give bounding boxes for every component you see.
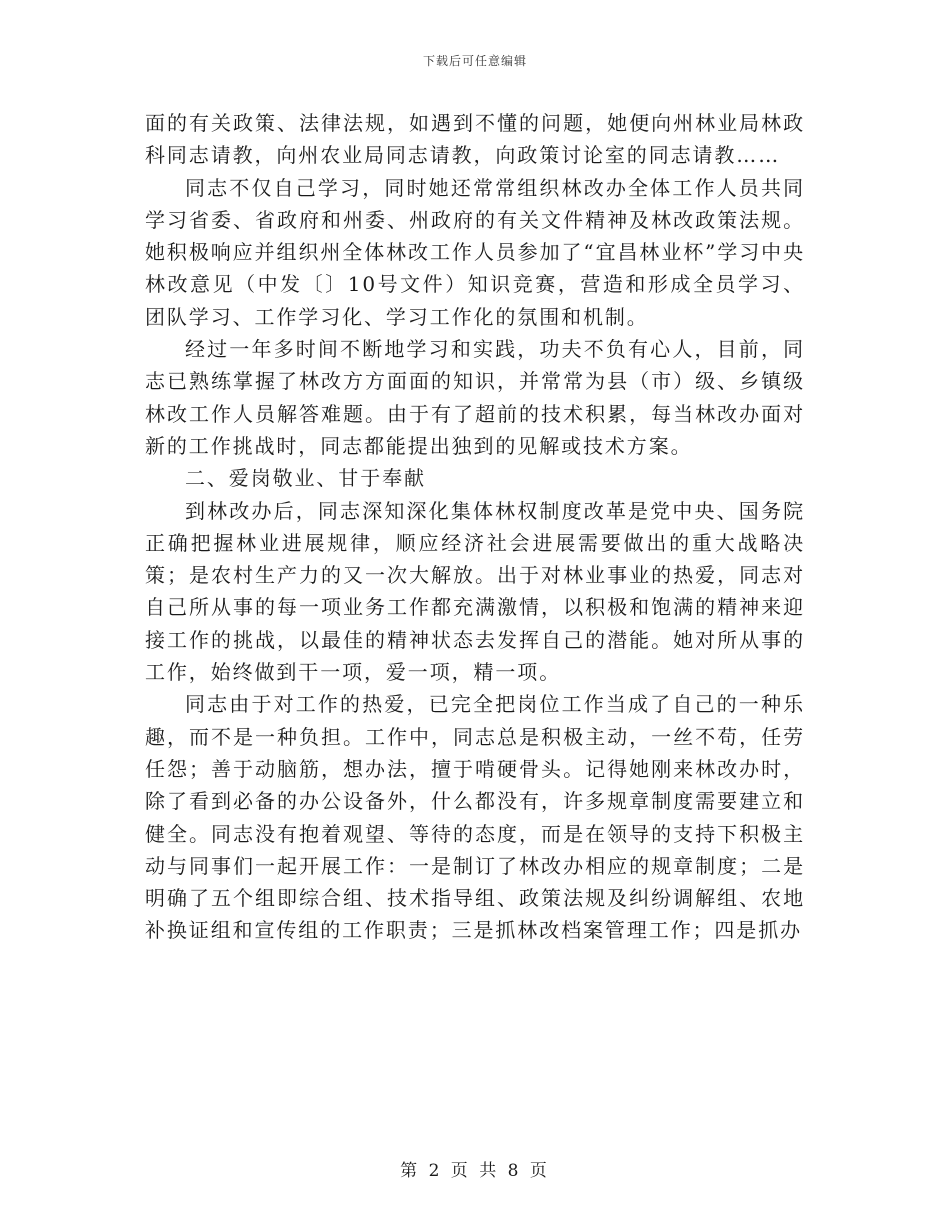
paragraph-2: 同志不仅自己学习，同时她还常常组织林改办全体工作人员共同学习省委、省政府和州委、州政府的有关文件精神及林改政策法规。她积极响应并组织州全体林改工作人员参加了“宜昌林业杯”学习中央林改意见（中发〔〕10号文件）知识竞赛，营造和形成全员学习、团队学习、工作学习化、学习工作化的氛围和机制。 — [145, 175, 805, 329]
document-body — [145, 107, 805, 947]
paragraph-4: 到林改办后，同志深知深化集体林权制度改革是党中央、国务院正确把握林业进展规律，顺应经济社会进展需要做出的重大战略决策；是农村生产力的又一次大解放。出于对林业事业的热爱，同志对自己所从事的每一项业务工作都充满激情，以积极和饱满的精神来迎接工作的挑战，以最佳的精神状态去发挥自己的潜能。她对所从事的工作，始终做到干一项，爱一项，精一项。 — [145, 498, 805, 685]
paragraph-3: 经过一年多时间不断地学习和实践，功夫不负有心人，目前，同志已熟练掌握了林改方方面面的知识，并常常为县（市）级、乡镇级林改工作人员解答难题。由于有了超前的技术积累，每当林改办面对新的工作挑战时，同志都能提出独到的见解或技术方案。 — [145, 337, 805, 458]
page-number: 第 2 页 共 8 页 — [400, 1161, 550, 1181]
paragraph-1: 面的有关政策、法律法规，如遇到不懂的问题，她便向州林业局林政科同志请教，向州农业局同志请教，向政策讨论室的同志请教…… — [145, 111, 805, 168]
section-heading-2: 二、爱岗敬业、甘于奉献 — [185, 466, 426, 491]
page-header-note: 下载后可任意编辑 — [422, 54, 527, 68]
paragraph-5: 同志由于对工作的热爱，已完全把岗位工作当成了自己的一种乐趣，而不是一种负担。工作中，同志总是积极主动，一丝不苟，任劳任怨；善于动脑筋，想办法，擅于啃硬骨头。记得她刚来林改办时，除了看到必备的办公设备外，什么都没有，许多规章制度需要建立和健全。同志没有抱着观望、等待的态度，而是在领导的支持下积极主动与同事们一起开展工作：一是制订了林改办相应的规章制度；二是明确了五个组即综合组、技术指导组、政策法规及纠纷调解组、农地补换证组和宣传组的工作职责；三是抓林改档案管理工作；四是抓办 — [145, 692, 805, 943]
